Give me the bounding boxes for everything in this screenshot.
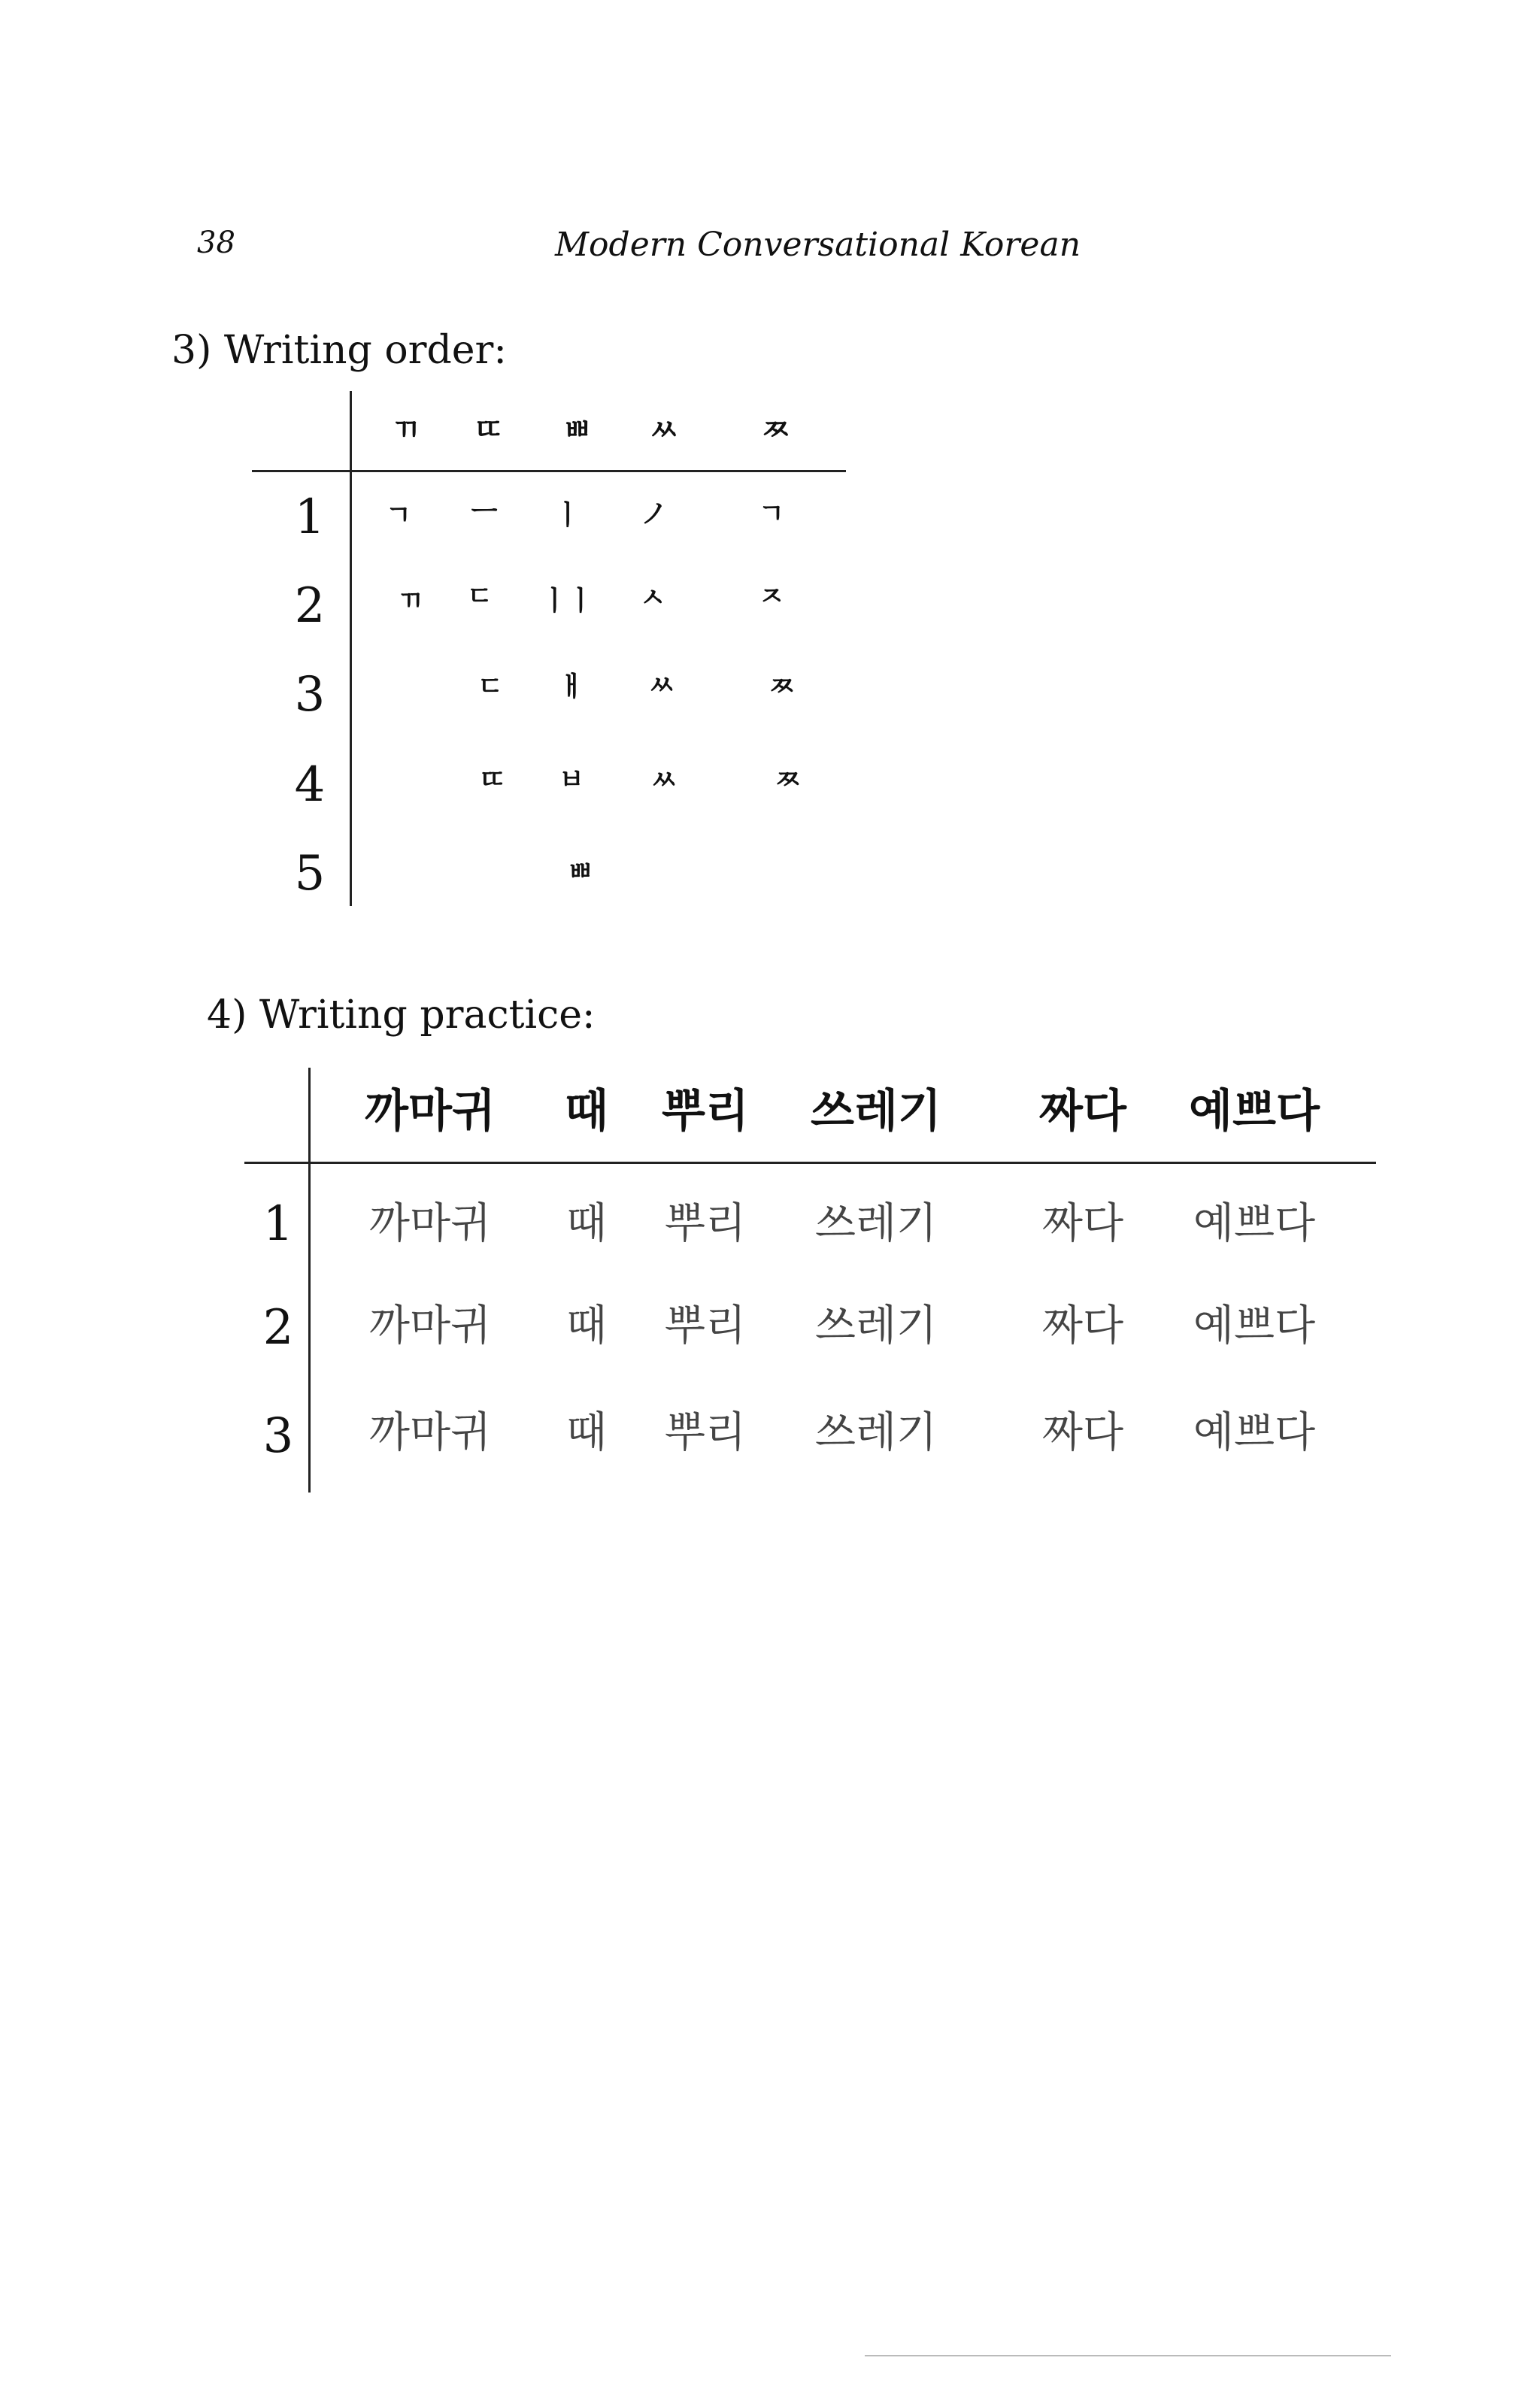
order-col-header: ㄲ [391, 413, 421, 447]
order-cell: ノ [640, 499, 668, 529]
practice-cell: 때 [565, 1408, 608, 1457]
practice-cell: 때 [565, 1302, 608, 1350]
order-cell: ㄲ [397, 586, 424, 617]
order-col-header: ㅆ [649, 413, 679, 447]
practice-row-number: 2 [262, 1300, 294, 1356]
writing-order-column-rule [350, 391, 352, 906]
practice-cell: 까마귀 [368, 1408, 492, 1457]
practice-cell: 예쁘다 [1193, 1302, 1316, 1350]
practice-cell: 까마귀 [368, 1302, 492, 1350]
practice-col-header: 뿌리 [662, 1085, 749, 1138]
practice-cell: 때 [565, 1199, 608, 1248]
order-row-number: 3 [294, 667, 326, 723]
writing-practice-column-rule [308, 1068, 311, 1493]
order-cell: ㅆ [650, 765, 678, 796]
practice-cell: 뿌리 [664, 1408, 747, 1457]
practice-col-header: 까마귀 [365, 1085, 496, 1138]
writing-practice-header-rule [244, 1162, 1376, 1164]
order-cell: ㄷ [466, 581, 493, 612]
order-cell: ㄸ [479, 765, 506, 796]
order-cell: ㄷ [477, 671, 504, 702]
order-col-header: ㅃ [562, 413, 593, 447]
practice-cell: 예쁘다 [1193, 1408, 1316, 1457]
order-cell: ㅂ [558, 765, 585, 796]
writing-order-heading: 3) Writing order: [171, 328, 507, 373]
order-row-number: 4 [294, 757, 326, 813]
practice-col-header: 예쁘다 [1189, 1085, 1320, 1138]
practice-cell: 뿌리 [664, 1199, 747, 1248]
practice-row-number: 1 [262, 1196, 294, 1252]
order-cell: ㅆ [648, 670, 675, 701]
order-cell: ㅐ [558, 671, 585, 702]
running-title: Modern Conversational Korean [555, 226, 1081, 264]
order-cell: ㅣ [554, 500, 581, 531]
order-col-header: ㅉ [761, 413, 791, 447]
practice-cell: 뿌리 [664, 1302, 747, 1350]
order-cell: ㅈ [758, 581, 785, 612]
practice-col-header: 쓰레기 [811, 1085, 941, 1138]
page-number: 38 [197, 226, 235, 260]
order-cell: ㅉ [768, 671, 796, 702]
order-row-number: 2 [294, 578, 326, 634]
practice-cell: 까마귀 [368, 1199, 492, 1248]
practice-cell: 짜다 [1041, 1302, 1124, 1350]
practice-col-header: 짜다 [1039, 1085, 1126, 1138]
order-row-number: 1 [294, 489, 326, 545]
practice-cell: 짜다 [1041, 1199, 1124, 1248]
order-cell: ㅉ [775, 765, 802, 796]
order-row-number: 5 [294, 846, 326, 902]
writing-practice-heading: 4) Writing practice: [207, 992, 596, 1038]
practice-cell: 짜다 [1041, 1408, 1124, 1457]
practice-cell: 쓰레기 [814, 1199, 938, 1248]
practice-cell: 쓰레기 [814, 1302, 938, 1350]
order-cell: ㄱ [758, 499, 785, 529]
order-col-header: ㄸ [474, 413, 504, 447]
order-cell: ㅣㅣ [541, 586, 594, 617]
order-cell: ㄱ [385, 500, 412, 531]
order-cell: ㅅ [639, 583, 666, 614]
order-cell: ㅃ [567, 856, 594, 887]
practice-cell: 예쁘다 [1193, 1199, 1316, 1248]
practice-col-header: 때 [565, 1085, 608, 1138]
practice-cell: 쓰레기 [814, 1408, 938, 1457]
writing-order-header-rule [252, 470, 846, 472]
practice-row-number: 3 [262, 1408, 294, 1464]
order-cell: ㅡ [471, 497, 498, 528]
scan-edge-rule [865, 2355, 1391, 2356]
